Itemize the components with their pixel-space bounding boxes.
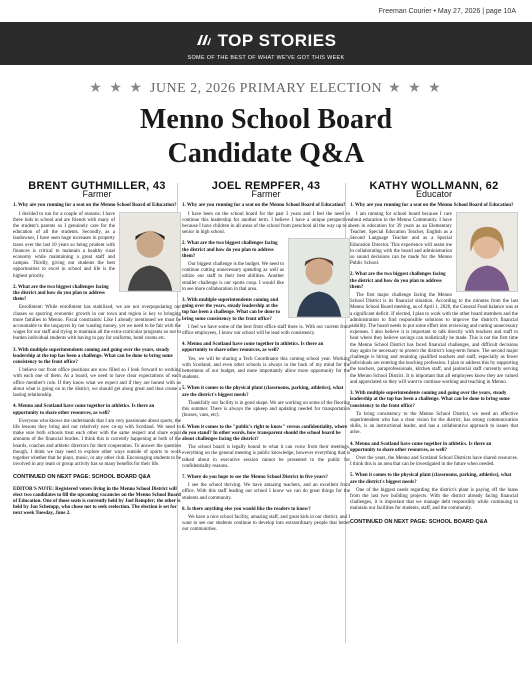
issue-info: Freeman Courier • May 27, 2026 | page 10A	[378, 8, 516, 15]
newspaper-logo-icon	[196, 34, 212, 49]
question: 2. What are the two biggest challenges facing the district and how do you plan to address them?	[182, 241, 278, 259]
answer: The school board is legally bound to what it can voice from their meetings, everything on the general meeting is public knowledge; however everything that is talked about in executive session cannot be presented to the public for confidentiality reasons.	[182, 445, 350, 469]
answer: Our biggest challenge is the budget. We need to continue cutting unnecessary spending as well as utilize our staff to their best abilities. Another smaller challenge is our sports coop. I would like to see more collaboration in that area.	[182, 262, 284, 292]
section-title	[0, 31, 532, 51]
answer: Over the years, the Menno and Scotland School Districts have shared resources. I think this is an area that can be investigated in the future when needed.	[350, 455, 518, 468]
answer: Everyone who knows me understands that I am very passionate about sports, the life lessons they bring and our relatively new co-op with Scotland. We need to make sure both schools treat each other with the same respect and share equal amounts of the financial burden. I think this is currently happening at both of the boards, coaches and athletic directors for their cooperation. To answer the question though, I think we may need to explore other ways outside of sports to work together whether that be plays, music, or any other club. Encouraging students to be involved in any team or group activity has so many benefits for their life.	[13, 418, 182, 468]
answer: Yes, we will be sharing a Tech Coordinator this coming school year. Working with Scotland, and even other schools is always in the back of my mind for the betterment of our budget, and more importantly allow more opportunity for the students.	[182, 356, 350, 381]
candidate-name: JOEL REMPFER, 43	[211, 180, 321, 192]
answer: The first major challenge facing the Menno School District is its financial situation. According to the minutes from the last Menno School Board meeting, as of April 1, 2026, the General Fund balance was at a significant deficit. If elected, I plan to work with the other board members and the administration to find responsible solutions to improve the district's financial stability. The board needs to put some effort into reviewing and cutting unnecessary expenses. I also believe it is important to talk directly with teachers and staff to hear where they believe savings can realistically be made. This is not the first time the Menno School District has faced financial challenges, and difficult decisions may again be necessary to protect the district's long-term future. The second major challenge is hiring and retaining qualified teachers and staff, especially as fewer individuals are entering the teaching profession. I plan to address this by supporting the teachers, paraprofessionals, kitchen staff, and janitorial staff currently serving the Menno School District. It is important that all employees know they are valued and appreciated so they will want to continue working and teaching in Menno.	[350, 293, 518, 385]
answer: We have a nice school facility, amazing staff, and great kids in our district, and I want to see our students continue to develop into extraordinary people that better our communities.	[182, 514, 350, 533]
candidate-column	[350, 180, 518, 525]
answer: I see the school thriving. We have amazing teachers, and an excellent front office. With this staff leading our school I know we can do great things for the students and community.	[182, 483, 350, 501]
question: 1. Why are you running for a seat on the Menno School Board of Education?	[350, 203, 514, 209]
question: 3. With multiple superintendents coming and going over the years, steady leadership at the top has been a challenge. What can be done to bring some consistency to the front office?	[350, 391, 510, 409]
stars-right: ★ ★ ★	[388, 81, 443, 96]
question: 5. When it comes to the physical plant (classrooms, parking, athletics), what are the district's biggest needs?	[350, 473, 512, 485]
candidate-occupation: Farmer	[82, 189, 112, 200]
answer: I have been on the school board for the past 3 years and I feel the need to continue this leadership for another term. I believe I have a unique perspective because I have children in all areas of the school from preschool all the way up to a senior in high school.	[182, 211, 350, 236]
candidate-occupation: Farmer	[251, 189, 281, 200]
answer: I decided to run for a couple of reasons: I have three kids in school and are friends with many of the student's parents so I genuinely care for the education of all the students. Secondly, as a landowner, I have seen huge increases in property taxes over the last 10 years so being prudent with finances is critical to maintain a healthy rural economy while maintaining a great staff and campus. Thirdly, giving our students the best opportunities to excel in school and life is the highest priority.	[13, 211, 115, 279]
candidate-name: BRENT GUTHMILLER, 43	[28, 180, 166, 192]
candidate-column	[182, 180, 350, 534]
question: 1. Why are you running for a seat on the Menno School Board of Education?	[13, 203, 177, 209]
top-stories-banner	[0, 22, 532, 65]
masthead	[0, 0, 532, 22]
election-date-banner	[0, 80, 532, 97]
headline-line-2: Candidate Q&A	[167, 138, 365, 169]
question: 3. With multiple superintendents coming and going over the years, steady leadership at the top has been a challenge. What can be done to bring some consistency to the front office?	[13, 347, 173, 366]
answer: Enrollment: While enrollment has stabilized, we are not overpopulating our classes so spurring economic growth in our town and region is key to bringing more families to Menno. Fiscal constraints: Like I already mentioned we must be accountable to the taxpayers by not wasting money, yet we need to be fair with the wages for our staff and trying to maintain all the extra-curricular programs so not to burden individual students with having to pay for uniforms, hotel rooms etc.	[13, 305, 181, 342]
candidate-column	[13, 180, 182, 518]
question: 3. With multiple superintendents coming and going over the years, steady leadership at the top has been a challenge. What can be done to bring some consistency to the front office?	[182, 298, 280, 322]
continued-link[interactable]: CONTINUED ON NEXT PAGE: SCHOOL BOARD Q&A	[13, 474, 151, 481]
editors-note: EDITOR'S NOTE: Registered voters living in the Menno School District will elect two candidates to fill the upcoming vacancies on the Menno School Board of Education. One of those seats is currently held by Joel Rempfer; the other is held by Jon Schempp, who chose not to seek reelection. The election is set for next week Tuesday, June 2.	[13, 486, 181, 517]
answer: One of the biggest needs regarding the district's plant is paying off the loans from the last two building projects. With the district already facing financial challenges, it is important that we manage debt responsibly while continuing to maintain our facilities for students, staff, and the community.	[350, 487, 518, 512]
candidate-name: KATHY WOLLMANN, 62	[369, 180, 499, 192]
question: 8. Is there anything else you would like the readers to know?	[182, 506, 311, 512]
answer: To bring consistency to the Menno School District, we need an effective superintendent who has a clear vision for the district, has strong communication skills, is an instructional leader, and has a collaborative approach to issues that arise.	[350, 411, 518, 436]
answer: Thankfully our facility is in good shape. We are working on some of the flooring this summer. There is always the upkeep and updating needed for transportation (busses, vans, etc).	[182, 400, 350, 419]
section-title-text: TOP STORIES	[217, 31, 337, 50]
question: 7. Where do you hope to see the Menno School District in five years?	[182, 474, 328, 480]
question: 6. When it comes to the "public's right to know" versus confidentiality, where do you stand? In other words, how transparent should the school board be about challenges facing the district?	[182, 424, 348, 442]
question: 2. What are the two biggest challenges facing the district and how do you plan to address them?	[350, 272, 446, 290]
question: 4. Menno and Scotland have come together in athletics. Is there an opportunity to share other resources, as well?	[350, 441, 492, 453]
stars-left: ★ ★ ★	[89, 81, 144, 96]
question: 4. Menno and Scotland have come together in athletics. Is there an opportunity to share other resources, as well?	[13, 404, 155, 416]
question: 2. What are the two biggest challenges facing the district and how do you plan to address them?	[13, 284, 109, 303]
candidate-photo	[456, 212, 518, 292]
section-subtitle: SOME OF THE BEST OF WHAT WE'VE GOT THIS WEEK	[187, 55, 345, 61]
candidate-photo	[288, 238, 350, 318]
question: 4. Menno and Scotland have come together in athletics. Is there an opportunity to share other resources, as well?	[182, 342, 324, 354]
candidate-photo	[119, 212, 181, 292]
answer: I believe our front office positions are now filled so I look forward to working with each one of them. As a board, we need to have clear expectations of each office member's role. If they know what we expect and if they are honest with us about what is going on in the district, we should get along great and thus create a lasting relationship.	[13, 368, 181, 399]
answer: I am running for school board because I care about education in the Menno Community. I have been in education for 39 years as an Elementary Teacher, Special Education Teacher, English as a Second Language Teacher and as a Special Education Director. This experience will assist me in collaborating with the board and administration so sound decisions can be made for the Menno Public School.	[350, 211, 452, 267]
candidate-occupation: Educator	[415, 189, 453, 200]
election-date: JUNE 2, 2026 PRIMARY ELECTION	[149, 81, 383, 96]
continued-link[interactable]: CONTINUED ON NEXT PAGE: SCHOOL BOARD Q&A	[350, 518, 488, 525]
question: 5. When it comes to the physical plant (classrooms, parking, athletics), what are the district's biggest needs?	[182, 386, 344, 398]
headline-line-1: Menno School Board	[139, 104, 393, 135]
answer: I feel we have some of the best front office staff there is. With our current front office employees, I know our school will be lead with consistency.	[182, 324, 350, 337]
question: 1. Why are you running for a seat on the Menno School Board of Education?	[182, 203, 346, 209]
main-headline	[0, 103, 532, 171]
